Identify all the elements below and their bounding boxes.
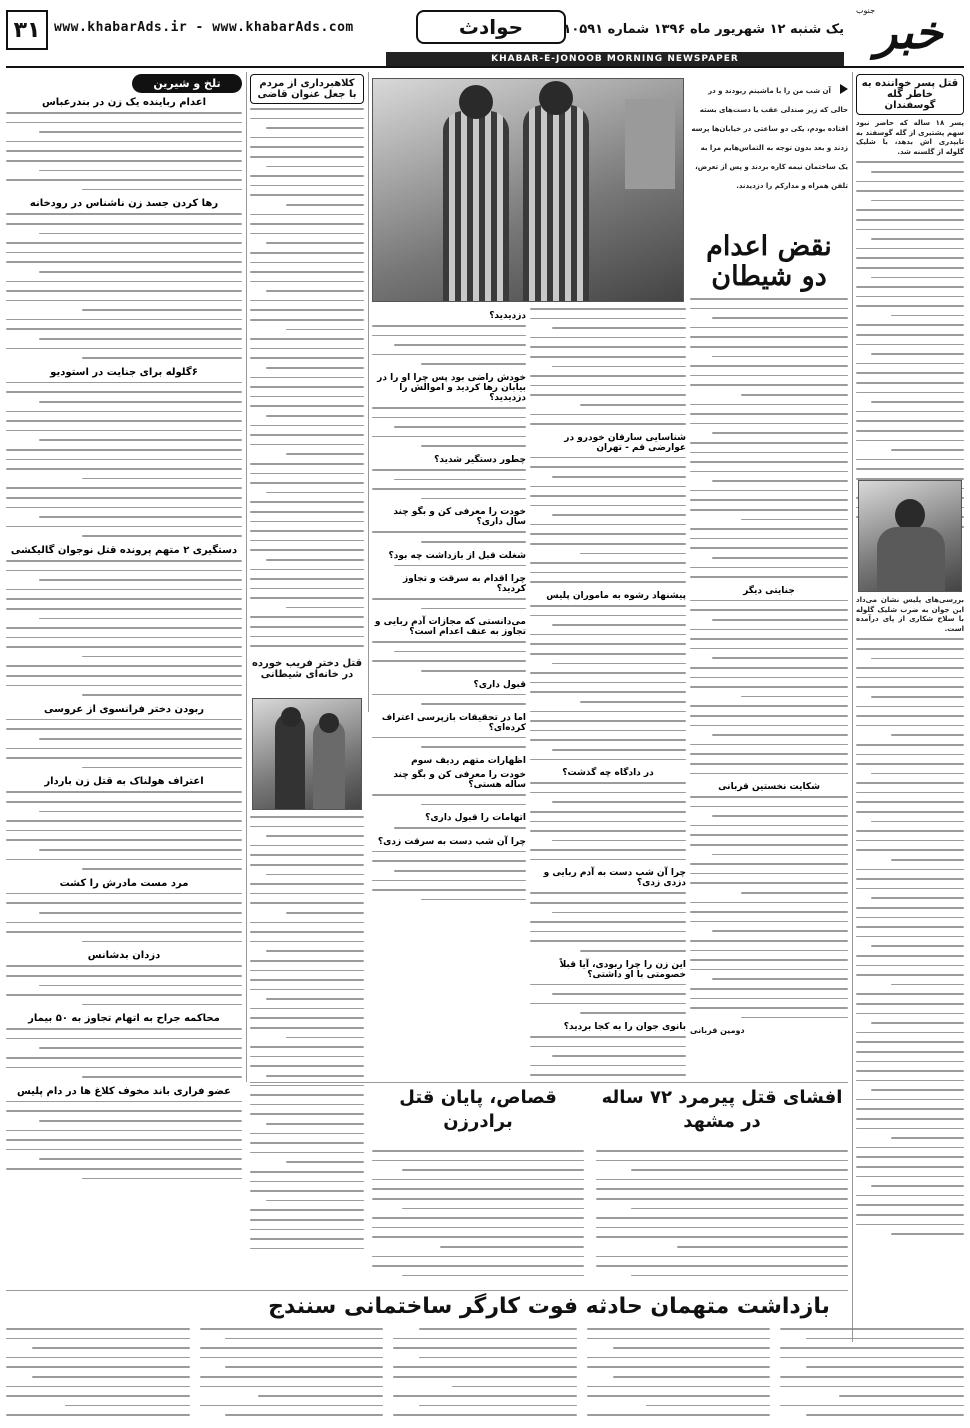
bullet-arrow-icon — [840, 84, 848, 94]
interview-column — [372, 308, 526, 1078]
retribution-headline: قصاص، پایان قتل برادرزن — [399, 1087, 557, 1132]
subhead: پیشنهاد رشوه به ماموران پلیس — [546, 591, 686, 602]
english-banner: KHABAR-E-JONOOB MORNING NEWSPAPER — [386, 52, 844, 66]
story-intro: آن شب من را با ماشینم ربودند و در حالی که زیر صندلی عقب یا دست‌های بسته افتاده بودم، یکی دو ساعتی در خیابان‌ها پرسه زدند و بعد بدون توجه به التماس‌هایم مرا به یک ساختمان نیمه کاره بردند و پس از تعرض، تلفن همراه و مدارکم را دزدیدند. — [691, 87, 848, 190]
byline: دومین قربانی — [690, 1026, 745, 1036]
fraud-subheadline: با جعل عنوان قاضی — [257, 89, 357, 100]
logo-text: خبر — [875, 5, 943, 59]
fraud-headline: کلاهبرداری از مردم — [259, 78, 355, 89]
mashhad-headline-block — [596, 1086, 848, 1146]
girl-murder-photo — [252, 698, 362, 810]
headline-block — [690, 232, 848, 292]
subhead: در دادگاه چه گذشت؟ — [562, 768, 654, 779]
section-title: حوادث — [416, 10, 566, 44]
suspects-photo — [372, 78, 684, 302]
brief-headline: دستگیری ۲ متهم پرونده قتل نوجوان گالیکشی — [10, 544, 238, 556]
subhead: دزدیدید؟ — [489, 311, 526, 321]
fraud-title — [250, 74, 364, 104]
brief-headline: اعتراف هولناک به قتل زن باردار — [44, 776, 204, 788]
mashhad-headline: افشای قتل پیرمرد ۷۲ ساله در مشهد — [601, 1087, 843, 1132]
suspect-photo — [858, 480, 962, 592]
subhead: اتهامات را قبول داری؟ — [425, 813, 526, 824]
subhead: این زن را چرا ربودی، آیا قبلاً خصومتی با او داشتی؟ — [559, 959, 686, 980]
photo-caption: بررسی‌های پلیس نشان می‌داد این جوان به ضرب شلیک گلوله با سلاح شکاری از پای درآمده است. — [856, 596, 964, 633]
brief-headline: دزدان بدشانس — [87, 950, 161, 962]
subhead: قبول داری؟ — [473, 679, 526, 690]
website-url[interactable]: www.khabarAds.ir - www.khabarAds.com — [54, 20, 354, 35]
subhead: خودت را معرفی کن و بگو چند سال داری؟ — [393, 507, 526, 528]
newspaper-logo — [854, 4, 964, 60]
subhead: چرا آن شب دست به آدم ربایی و دزدی زدی؟ — [543, 868, 686, 889]
news-brief-column — [6, 74, 242, 1284]
mashhad-story — [596, 1150, 848, 1284]
retribution-headline-block — [372, 1086, 584, 1146]
girl-murder-story — [250, 816, 364, 1286]
brief-headline: ۶گلوله برای جنایت در استودیو — [50, 366, 198, 378]
brief-headline: مرد مست مادرش را کشت — [59, 877, 189, 889]
body-text-block — [856, 161, 964, 527]
brief-headline: اعدام رباینده یک زن در بندرعباس — [42, 97, 206, 108]
brief-headline: محاکمه جراح به اتهام تجاوز به ۵۰ بیمار — [28, 1013, 220, 1025]
subhead: چرا اقدام به سرقت و تجاوز کردید؟ — [402, 574, 526, 595]
column-divider — [368, 72, 369, 712]
subhead: اظهارات متهم ردیف سوم — [411, 756, 526, 767]
brief-headline: عضو فراری باند مخوف کلاغ ها در دام پلیس — [16, 1085, 231, 1097]
bottom-story — [6, 1328, 964, 1424]
brief-headline: رها کردن جسد زن ناشناس در رودخانه — [29, 198, 219, 210]
story-intro-box — [690, 78, 848, 228]
subhead: شناسایی سارقان خودرو در عوارضی قم - تهران — [564, 432, 686, 453]
logo-subtext: جنوب — [856, 6, 876, 15]
main-story-column-1 — [690, 298, 848, 1078]
main-headline: نقض اعدام دو شیطان — [706, 232, 832, 292]
subhead: بانوی جوان را به کجا بردید؟ — [563, 1022, 686, 1032]
subhead: می‌دانستی که مجازات آدم ربایی و تجاوز به عنف اعدام است؟ — [374, 617, 526, 638]
girl-murder-title: قتل دختر فریب خورده در خانه‌ای شیطانی — [251, 658, 363, 680]
main-story-column-2 — [530, 308, 686, 1078]
subhead: جنایتی دیگر — [743, 585, 795, 596]
subhead: اما در تحقیقات بازپرسی اعتراف کرده‌ای؟ — [381, 712, 526, 733]
column-divider — [852, 72, 853, 1342]
page-number: ۳۱ — [6, 10, 48, 50]
brief-section-title: تلخ و شیرین — [132, 74, 242, 93]
row-divider — [6, 1290, 848, 1291]
bottom-headline: بازداشت متهمان حادثه فوت کارگر ساختمانی سنندج — [268, 1294, 830, 1319]
subhead: چطور دستگیر شدید؟ — [434, 454, 526, 465]
subhead: خودش راضی بود پس چرا او را در بیابان رها کردید و اموالش را دزدیدید؟ — [377, 372, 526, 403]
brief-headline: ربودن دختر فرانسوی از عروسی — [44, 703, 204, 715]
story-lead: پسر ۱۸ ساله که حاضر نبود سهم پشتیری از گله گوسفند به تایپدری اش بدهد، با شلیک گلوله از گلسنه شد. — [856, 119, 964, 156]
subhead: شکایت نخستین قربانی — [718, 782, 820, 793]
retribution-story — [372, 1150, 584, 1284]
issue-dateline: یک شنبه ۱۲ شهریور ماه ۱۳۹۶ شماره ۱۰۵۹۱ — [563, 22, 844, 37]
right-column-continued — [856, 596, 964, 1286]
story-title: قتل پسر خواننده به خاطر گله گوسفندان — [856, 74, 964, 115]
subhead: شغلت قبل از بازداشت چه بود؟ — [388, 550, 526, 561]
fraud-story — [250, 74, 364, 654]
column-divider — [246, 72, 247, 1082]
subhead: چرا آن شب دست به سرقت زدی؟ — [377, 836, 526, 847]
subhead: خودت را معرفی کن و بگو چند ساله هستی؟ — [393, 770, 526, 791]
masthead — [6, 4, 964, 68]
